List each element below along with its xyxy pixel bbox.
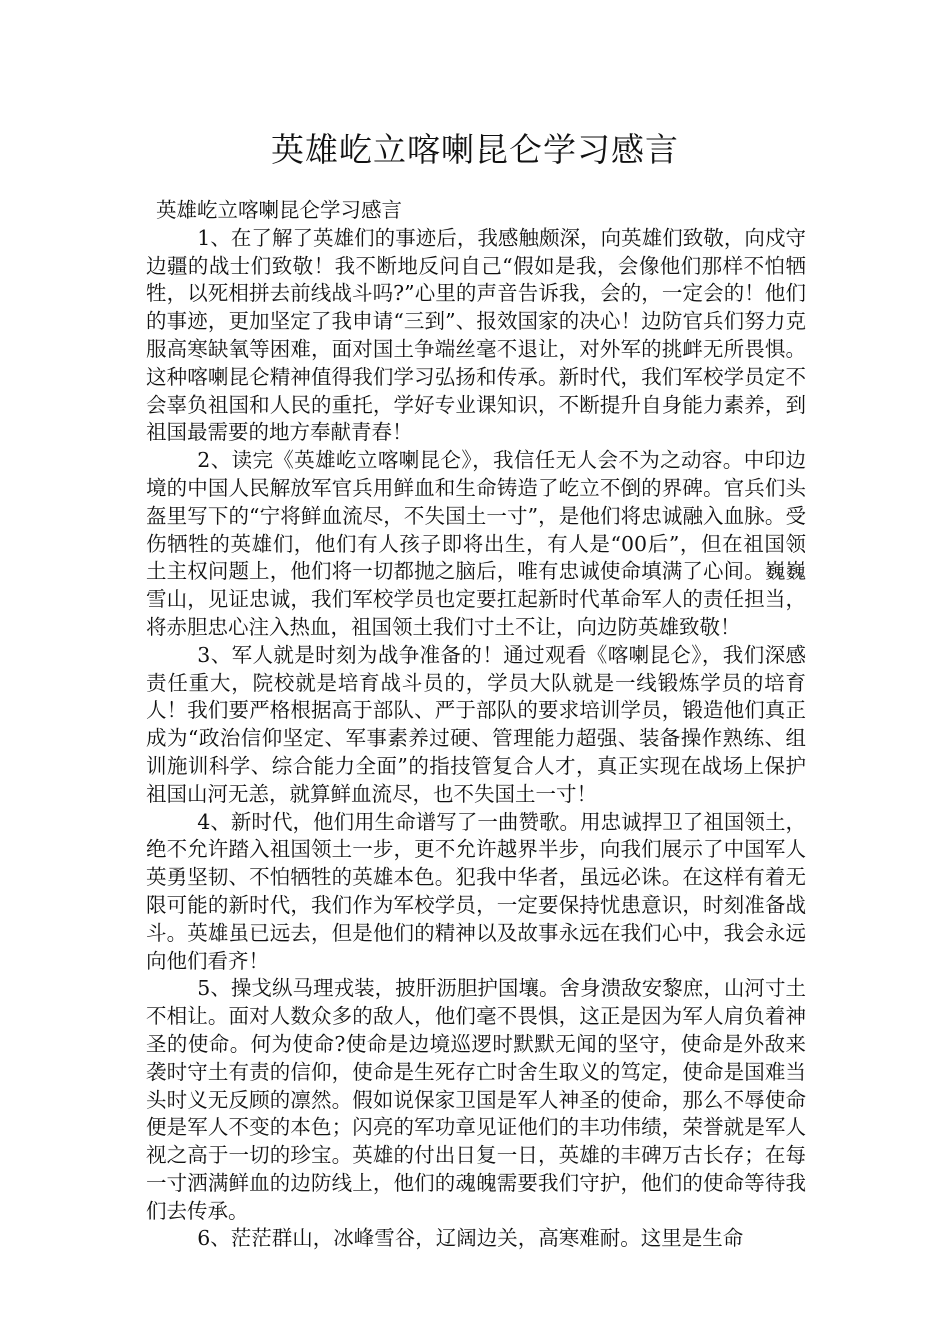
paragraph-1: 1、在了解了英雄们的事迹后，我感触颇深，向英雄们致敬，向戍守边疆的战士们致敬！我不断地反问自己“假如是我，会像他们那样不怕牺牲，以死相拼去前线战斗吗?”心里的声音告诉我，会的，一定会的！他们的事迹，更加坚定了我申请“三到”、报效国家的决心！边防官兵们努力克服高寒缺氧等困难，面对国土争端丝毫不退让，对外军的挑衅无所畏惧。这种喀喇昆仑精神值得我们学习弘扬和传承。新时代，我们军校学员定不会辜负祖国和人民的重托，学好专业课知识，不断提升自身能力素养，到祖国最需要的地方奉献青春！ [146,225,806,445]
paragraph-2: 2、读完《英雄屹立喀喇昆仑》，我信任无人会不为之动容。中印边境的中国人民解放军官兵用鲜血和生命铸造了屹立不倒的界碑。官兵们头盔里写下的“宁将鲜血流尽，不失国土一寸”，是他们将忠诚融入血脉。受伤牺牲的英雄们，他们有人孩子即将出生，有人是“00后”，但在祖国领土主权问题上，他们将一切都抛之脑后，唯有忠诚使命填满了心间。巍巍雪山，见证忠诚，我们军校学员也定要扛起新时代革命军人的责任担当，将赤胆忠心注入热血，祖国领土我们寸土不让，向边防英雄致敬！ [146,448,806,639]
document-subtitle: 英雄屹立喀喇昆仑学习感言 [156,198,402,222]
paragraph-5: 5、操戈纵马理戎装，披肝沥胆护国壤。舍身溃敌安黎庶，山河寸土不相让。面对人数众多的敌人，他们毫不畏惧，这正是因为军人肩负着神圣的使命。何为使命?使命是边境巡逻时默默无闻的坚守，使命是外敌来袭时守土有责的信仰，使命是生死存亡时舍生取义的笃定，使命是国难当头时义无反顾的凛然。假如说保家卫国是军人神圣的使命，那么不辱使命便是军人不变的本色；闪亮的军功章见证他们的丰功伟绩，荣誉就是军人视之高于一切的珍宝。英雄的付出日复一日，英雄的丰碑万古长存；在每一寸洒满鲜血的边防线上，他们的魂魄需要我们守护，他们的使命等待我们去传承。 [146,976,806,1223]
paragraph-3: 3、军人就是时刻为战争准备的！通过观看《喀喇昆仑》，我们深感责任重大，院校就是培育战斗员的，学员大队就是一线锻炼学员的培育人！我们要严格根据高于部队、严于部队的要求培训学员，锻造他们真正成为“政治信仰坚定、军事素养过硬、管理能力超强、装备操作熟练、组训施训科学、综合能力全面”的指技管复合人才，真正实现在战场上保护祖国山河无恙，就算鲜血流尽，也不失国土一寸！ [146,642,806,806]
paragraph-6: 6、茫茫群山，冰峰雪谷，辽阔边关，高寒难耐。这里是生命 [197,1226,744,1251]
document-title: 英雄屹立喀喇昆仑学习感言 [271,130,679,169]
paragraph-4: 4、新时代，他们用生命谱写了一曲赞歌。用忠诚捍卫了祖国领土，绝不允许踏入祖国领土一步，更不允许越界半步，向我们展示了中国军人英勇坚韧、不怕牺牲的英雄本色。犯我中华者，虽远必诛。在这样有着无限可能的新时代，我们作为军校学员，一定要保持忧患意识，时刻准备战斗。英雄虽已远去，但是他们的精神以及故事永远在我们心中，我会永远向他们看齐！ [146,809,806,973]
document-body [146,197,806,1253]
